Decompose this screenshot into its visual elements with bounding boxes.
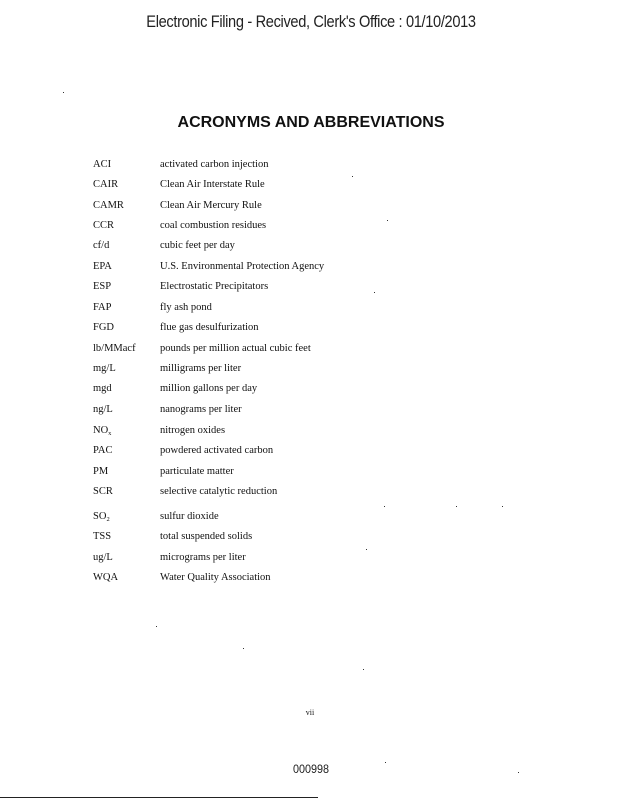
acronym-term: cf/d <box>93 240 110 251</box>
list-item <box>93 403 513 423</box>
roman-page-number: vii <box>305 708 315 717</box>
list-item <box>93 301 513 321</box>
page-title: ACRONYMS AND ABBREVIATIONS <box>177 114 445 131</box>
list-item <box>93 424 513 444</box>
acronym-term: CAIR <box>93 179 119 190</box>
acronym-term: SCR <box>93 486 113 497</box>
list-item <box>93 465 513 485</box>
scan-speck <box>456 506 457 507</box>
list-item <box>93 485 513 505</box>
scan-speck <box>384 506 385 507</box>
scan-speck <box>363 669 364 670</box>
scan-speck <box>374 292 375 293</box>
list-item <box>93 219 513 239</box>
acronym-definition: activated carbon injection <box>160 159 269 170</box>
acronym-term-base: SO <box>93 511 107 522</box>
filing-stamp: Electronic Filing - Recived, Clerk's Office : 01/10/2013 <box>146 12 476 31</box>
acronym-definition: fly ash pond <box>160 302 212 313</box>
list-item <box>93 321 513 341</box>
acronym-term: PAC <box>93 445 113 456</box>
acronym-definition: nanograms per liter <box>160 404 242 415</box>
acronym-term <box>93 510 157 527</box>
acronym-definition: million gallons per day <box>160 383 258 394</box>
acronym-term <box>93 424 157 441</box>
acronym-term: PM <box>93 466 109 477</box>
acronym-term-subscript: x <box>108 430 112 437</box>
list-item <box>93 280 513 300</box>
acronym-definition: powdered activated carbon <box>160 445 274 456</box>
acronym-definition: U.S. Environmental Protection Agency <box>160 261 325 272</box>
list-item <box>93 199 513 219</box>
acronym-term: FAP <box>93 302 112 313</box>
acronym-term: ug/L <box>93 552 113 563</box>
acronym-term: mgd <box>93 383 112 394</box>
acronym-definition: Clean Air Interstate Rule <box>160 179 265 190</box>
scan-speck <box>63 92 64 93</box>
scan-speck <box>387 220 388 221</box>
scan-speck <box>385 762 386 763</box>
acronym-definition: milligrams per liter <box>160 363 242 374</box>
acronym-term: ESP <box>93 281 112 292</box>
acronym-definition: sulfur dioxide <box>160 511 219 522</box>
acronym-definition: cubic feet per day <box>160 240 235 251</box>
acronym-term: lb/MMacf <box>93 343 136 354</box>
acronym-definition: micrograms per liter <box>160 552 246 563</box>
list-item <box>93 571 513 591</box>
scan-speck <box>156 626 157 627</box>
list-item <box>93 260 513 280</box>
scan-speck <box>366 549 367 550</box>
list-item <box>93 551 513 571</box>
acronym-definition: coal combustion residues <box>160 220 267 231</box>
acronym-term: WQA <box>93 572 119 583</box>
list-item <box>93 178 513 198</box>
bates-number: 000998 <box>292 762 330 776</box>
acronym-definition: pounds per million actual cubic feet <box>160 343 311 354</box>
acronym-term: ACI <box>93 159 112 170</box>
acronym-definition: nitrogen oxides <box>160 425 226 436</box>
acronym-definition: Electrostatic Precipitators <box>160 281 269 292</box>
list-item <box>93 444 513 464</box>
acronym-definition: Clean Air Mercury Rule <box>160 200 262 211</box>
acronym-term: CCR <box>93 220 115 231</box>
bottom-divider <box>0 797 318 798</box>
scan-speck <box>243 648 244 649</box>
acronym-term-subscript: 2 <box>106 516 110 523</box>
list-item <box>93 342 513 362</box>
list-item <box>93 530 513 550</box>
acronym-term: EPA <box>93 261 112 272</box>
scan-speck <box>518 772 519 773</box>
acronym-definition: selective catalytic reduction <box>160 486 278 497</box>
list-item <box>93 239 513 259</box>
list-item <box>93 158 513 178</box>
acronym-term: mg/L <box>93 363 116 374</box>
scan-speck <box>352 176 353 177</box>
acronym-definition: total suspended solids <box>160 531 253 542</box>
acronym-term: FGD <box>93 322 115 333</box>
list-item <box>93 362 513 382</box>
list-item <box>93 382 513 402</box>
list-item <box>93 510 513 530</box>
scan-speck <box>502 506 503 507</box>
acronym-term-base: NO <box>93 425 109 436</box>
acronym-term: CAMR <box>93 200 124 211</box>
acronym-term: ng/L <box>93 404 113 415</box>
acronym-definition: particulate matter <box>160 466 234 477</box>
acronym-definition: Water Quality Association <box>160 572 271 583</box>
acronym-definition: flue gas desulfurization <box>160 322 259 333</box>
acronym-term: TSS <box>93 531 112 542</box>
